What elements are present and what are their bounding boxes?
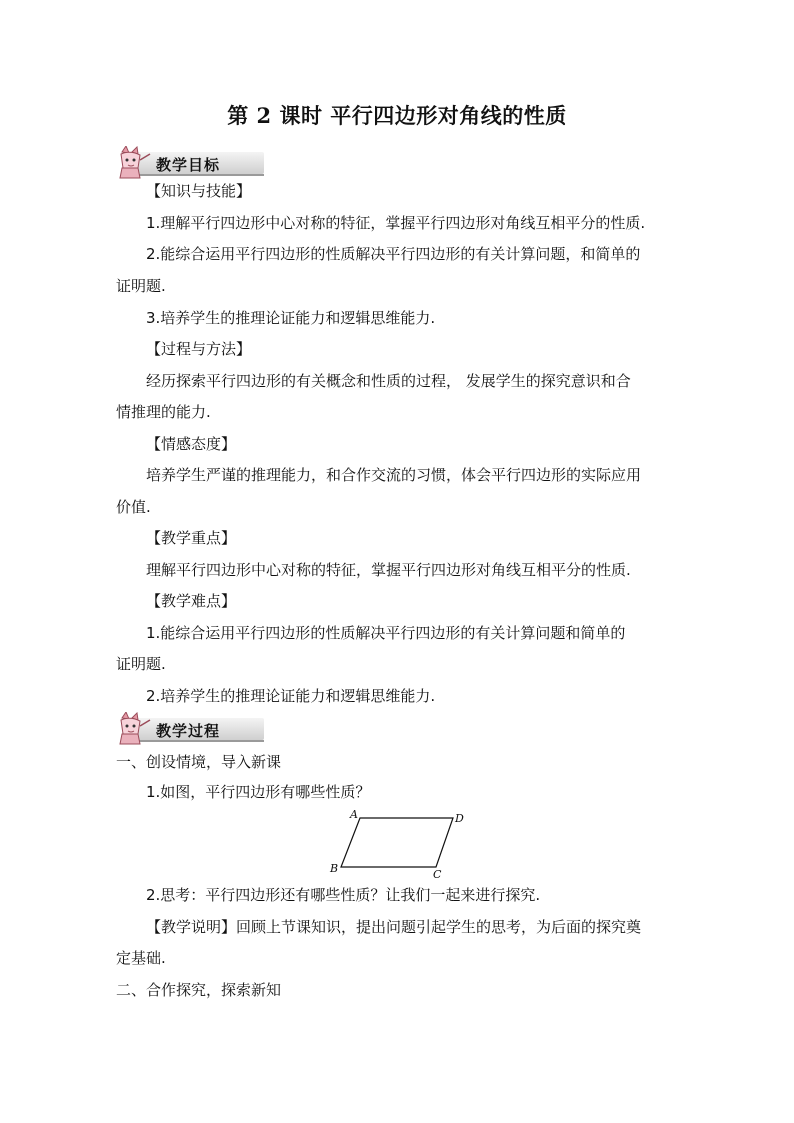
section-banner-objectives xyxy=(116,146,266,180)
text-line: 【教学难点】 xyxy=(146,592,237,610)
vertex-label-b: B xyxy=(330,862,339,875)
text-line: 1.理解平行四边形中心对称的特征，掌握平行四边形对角线互相平分的性质. xyxy=(146,214,646,232)
text-line: 定基础. xyxy=(116,949,166,967)
text-line: 价值. xyxy=(116,498,151,516)
text-line: 一、创设情境，导入新课 xyxy=(116,753,282,771)
text-line: 【情感态度】 xyxy=(146,435,237,453)
text-line: 1.能综合运用平行四边形的性质解决平行四边形的有关计算问题和简单的 xyxy=(146,624,626,642)
text-line: 情推理的能力. xyxy=(116,403,211,421)
text-line: 【教学说明】回顾上节课知识，提出问题引起学生的思考，为后面的探究奠 xyxy=(146,918,642,936)
text-line: 证明题. xyxy=(116,277,166,295)
vertex-label-a: A xyxy=(350,808,358,821)
text-line: 【教学重点】 xyxy=(146,529,237,547)
text-line: 2.能综合运用平行四边形的性质解决平行四边形的有关计算问题，和简单的 xyxy=(146,245,641,263)
vertex-label-d: D xyxy=(455,812,464,825)
mascot-icon xyxy=(116,712,156,746)
text-line: 【知识与技能】 xyxy=(146,182,252,200)
text-line: 【过程与方法】 xyxy=(146,340,252,358)
vertex-label-c: C xyxy=(433,868,442,881)
banner-label: 教学目标 xyxy=(156,156,221,174)
text-line: 证明题. xyxy=(116,655,166,673)
text-line: 2.培养学生的推理论证能力和逻辑思维能力. xyxy=(146,687,436,705)
mascot-icon xyxy=(116,146,156,180)
banner-label: 教学过程 xyxy=(156,722,221,740)
text-line: 经历探索平行四边形的有关概念和性质的过程， 发展学生的探究意识和合 xyxy=(146,372,631,390)
parallelogram-figure xyxy=(325,808,475,880)
page-title: 第 2 课时 平行四边形对角线的性质 xyxy=(227,103,567,128)
text-line: 2.思考：平行四边形还有哪些性质？让我们一起来进行探究. xyxy=(146,886,541,904)
text-line: 培养学生严谨的推理能力，和合作交流的习惯，体会平行四边形的实际应用 xyxy=(146,466,642,484)
text-line: 二、合作探究，探索新知 xyxy=(116,981,282,999)
section-banner-process xyxy=(116,712,266,746)
text-line: 1.如图，平行四边形有哪些性质？ xyxy=(146,783,371,801)
parallelogram-shape xyxy=(325,808,475,880)
text-line: 理解平行四边形中心对称的特征，掌握平行四边形对角线互相平分的性质. xyxy=(146,561,631,579)
text-line: 3.培养学生的推理论证能力和逻辑思维能力. xyxy=(146,309,436,327)
